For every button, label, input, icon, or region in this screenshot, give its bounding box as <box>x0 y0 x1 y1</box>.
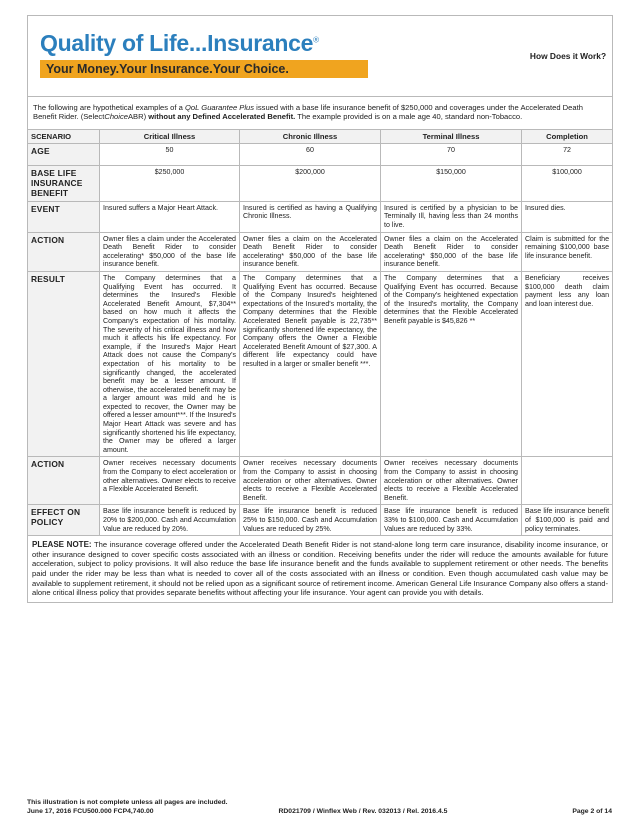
event-cell: Insured dies. <box>522 201 613 232</box>
intro-row <box>28 97 613 130</box>
row-label-effect: EFFECT ON POLICY <box>28 505 100 536</box>
event-cell: Insured is certified as having a Qualifying Chronic Illness. <box>240 201 381 232</box>
col-header-terminal: Terminal Illness <box>381 129 522 143</box>
effect-cell: Base life insurance benefit is reduced 25% to $150,000. Cash and Accumulation Values are reduced by 25%. <box>240 505 381 536</box>
footer-page-number: Page 2 of 14 <box>572 807 612 815</box>
result-cell: The Company determines that a Qualifying Event has occurred. It determines the Insured's Flexible Accelerated Benefit Amount, $7,304** based on how much it affects the Company's expectation of his mortality. The severity of his critical illness and how much it affects his life expectancy. For example, if the Insured's Major Heart Attack does not cause the Company's expectation of his mortality to be significantly changed, the accelerated benefit may be a lesser amount. If otherwise, the accelerated benefit may be a larger amount was mild and he is expected to recover, the Owner may be offered a lesser amount***. If the Insured's Major Heart Attack was severe and has significantly shortened his life expectancy, the Owner may be offered a larger amount. <box>100 271 240 456</box>
age-cell: 50 <box>100 143 240 165</box>
please-note-label: PLEASE NOTE: <box>32 540 92 550</box>
row-label-result: RESULT <box>28 271 100 456</box>
effect-cell: Base life insurance benefit is reduced by 20% to $200,000. Cash and Accumulation Value are reduced by 20%. <box>100 505 240 536</box>
action-cell: Owner files a claim on the Accelerated Death Benefit Rider to consider accelerating* $50,000 of the base life insurance benefit. <box>240 232 381 271</box>
result-row <box>28 271 613 456</box>
effect-cell: Base life insurance benefit is reduced 33% to $100,000. Cash and Accumulation Values are reduced by 33%. <box>381 505 522 536</box>
scenario-header-row <box>28 129 613 143</box>
row-label-age: AGE <box>28 143 100 165</box>
page-footer <box>27 799 612 816</box>
footer-revision: RD021709 / Winflex Web / Rev. 032013 / Rel. 2016.4.5 <box>278 807 448 815</box>
illustration-sheet <box>27 15 612 603</box>
row-label-action-elect: ACTION <box>28 457 100 505</box>
action-row <box>28 232 613 271</box>
result-cell: Beneficiary receives $100,000 death claim payment less any loan and loan interest due. <box>522 271 613 456</box>
action-cell: Claim is submitted for the remaining $100,000 base life insurance benefit. <box>522 232 613 271</box>
event-row <box>28 201 613 232</box>
action-elect-cell <box>522 457 613 505</box>
age-cell: 60 <box>240 143 381 165</box>
col-header-critical: Critical Illness <box>100 129 240 143</box>
action-elect-cell: Owner receives necessary documents from the Company to assist in choosing acceleration or other alternatives. Owner elects to receive a Flexible Accelerated Benefit. <box>381 457 522 505</box>
row-label-event: EVENT <box>28 201 100 232</box>
col-header-scenario: SCENARIO <box>28 129 100 143</box>
please-note-row <box>28 536 613 603</box>
age-cell: 70 <box>381 143 522 165</box>
result-cell: The Company determines that a Qualifying Event has occurred. Because of the Company Insured's heightened expectations of the Insured's mortality, the Company determines that the Flexible Accelerated Benefit payable is 22,735** significantly shortened life expectancy, the Company offers the Owner a Flexible Accelerated Benefit Amount of $27,300. A different life expectancy could have resulted in a larger or smaller benefit ***. <box>240 271 381 456</box>
action-elect-cell: Owner receives necessary documents from the Company to assist in choosing acceleration or other alternatives. Owner elects to receive a Flexible Accelerated Benefit. <box>240 457 381 505</box>
col-header-chronic: Chronic Illness <box>240 129 381 143</box>
result-cell: The Company determines that a Qualifying Event has occurred. Because of the Company's heightened expectation of the Insured's mortality, the Company determines that the Flexible Accelerated Benefit payable is $45,826 ** <box>381 271 522 456</box>
please-note-text: The insurance coverage offered under the Accelerated Death Benefit Rider is not stand-alone long term care insurance, disability income insurance, or other insurance designed to cover specific costs associated with an illness or condition. Receiving benefits under the rider will reduce the amounts available for future acceleration, subject to policy provisions. It will also reduce the base life insurance benefit and the funds available to supplement retirement or other needs. The benefits paid under the rider may be less than what is needed to cover all of the costs associated with an illness or condition. Even though accumulated cash value may be available to supplement retirement, it should not be relied upon as a significant source of retirement income. American General Life Insurance Company also offers a stand-alone critical illness policy that provides separate benefits without affecting your life insurance. Your agent can provide you with details. <box>32 540 609 598</box>
logo-tagline: Your Money.Your Insurance.Your Choice. <box>40 60 368 78</box>
effect-cell: Base life insurance benefit of $100,000 is paid and policy terminates. <box>522 505 613 536</box>
action-cell: Owner files a claim on the Accelerated Death Benefit Rider to consider accelerating* $50,000 of the base life insurance benefit. <box>381 232 522 271</box>
footer-disclaimer: This illustration is not complete unless all pages are included. <box>27 799 228 806</box>
benefit-cell: $200,000 <box>240 165 381 201</box>
logo-title: Quality of Life...Insurance <box>40 30 314 56</box>
row-label-action: ACTION <box>28 232 100 271</box>
benefit-cell: $100,000 <box>522 165 613 201</box>
age-cell: 72 <box>522 143 613 165</box>
col-header-completion: Completion <box>522 129 613 143</box>
intro-text: The following are hypothetical examples of a QoL Guarantee Plus issued with a base life insurance benefit of $250,000 and coverages under the Accelerated Death Benefit Rider. (SelectChoiceABR) without any Defined Accelerated Benefit. The example provided is on a male age 40, standard non-Tobacco. <box>28 97 613 130</box>
footer-date-info: June 17, 2016 FCU500.000 FCP4,740.00 <box>27 807 154 815</box>
benefit-cell: $150,000 <box>381 165 522 201</box>
please-note <box>28 536 613 603</box>
header-row <box>28 16 613 97</box>
company-logo <box>38 26 368 82</box>
row-label-benefit: BASE LIFE INSURANCE BENEFIT <box>28 165 100 201</box>
action-cell: Owner files a claim under the Accelerated Death Benefit Rider to consider accelerating* $50,000 of the base life insurance benefit. <box>100 232 240 271</box>
registered-mark: ® <box>313 35 319 45</box>
action-elect-row <box>28 457 613 505</box>
event-cell: Insured is certified by a physician to be Terminally Ill, having less than 24 months to live. <box>381 201 522 232</box>
effect-row <box>28 505 613 536</box>
benefit-cell: $250,000 <box>100 165 240 201</box>
event-cell: Insured suffers a Major Heart Attack. <box>100 201 240 232</box>
illustration-table <box>27 15 613 603</box>
action-elect-cell: Owner receives necessary documents from the Company to elect acceleration or other alternatives. Owner elects to receive a Flexible Accelerated Benefit. <box>100 457 240 505</box>
page-title: How Does it Work? <box>529 51 607 61</box>
age-row <box>28 143 613 165</box>
benefit-row <box>28 165 613 201</box>
